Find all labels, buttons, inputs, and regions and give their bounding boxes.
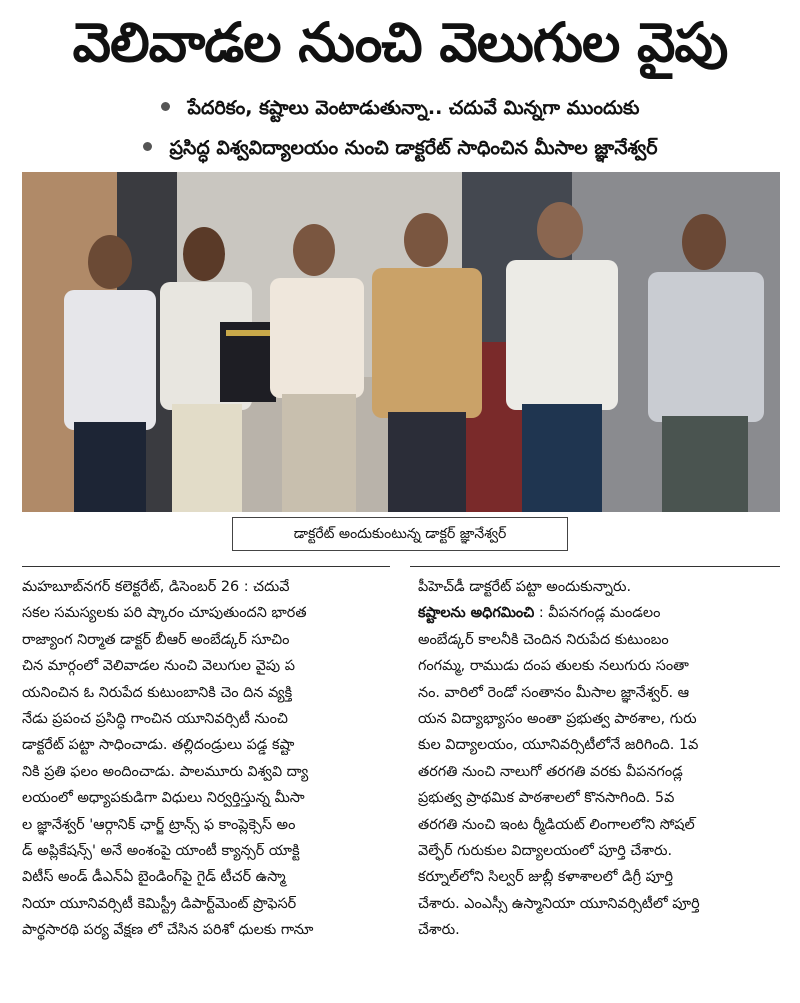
body-line: డ్ అప్లికేషన్స్' అనే అంశంపై యాంటీ క్యాన్సర్ యాక్టి [22,842,300,859]
section-lead-bold: కష్టాలను అధిగమించి [418,605,535,622]
body-line: పార్థసారథి పర్య వేక్షణ లో చేసిన పరిశో ధులకు గానూ [22,922,314,939]
body-line: ప్రభుత్వ ప్రాథమిక పాఠశాలలో కొనసాగింది. 5వ [418,790,675,807]
body-line: ల జ్ఞానేశ్వర్ 'ఆర్గానిక్ ఛార్జ్ ట్రాన్స్ ఫ కాంప్లెక్సెస్ అం [22,816,296,833]
column-divider-left [22,566,390,567]
body-line: వెల్ఫేర్ గురుకుల విద్యాలయంలో పూర్తి చేశారు. [418,842,673,859]
body-line: గంగమ్మ, రాముడు దంప తులకు నలుగురు సంతా [418,658,689,675]
subheading-2 [0,134,800,162]
body-line: విటీస్ అండ్ డీఎన్ఏ బైండింగ్‌పై గైడ్ టీచర్ ఉస్మా [22,869,286,886]
photo-illustration [22,172,780,512]
body-line: నికి ప్రతి ఫలం అందించాడు. పాలమూరు విశ్వవి ద్యా [22,763,309,780]
body-line: అంబేడ్కర్ కాలనీకి చెందిన నిరుపేద కుటుంబం [418,631,669,648]
body-line: యన విద్యాభ్యాసం అంతా ప్రభుత్వ పాఠశాల, గురు [418,710,697,727]
body-line: నియా యూనివర్సిటీ కెమిస్ట్రీ డిపార్ట్‌మెంట్ ప్రొఫెసర్ [22,895,297,912]
body-line: నేడు ప్రపంచ ప్రసిద్ధి గాంచిన యూనివర్సిటీ నుంచి [22,710,288,727]
article-left-column [22,574,394,943]
body-line: తరగతి నుంచి ఇంట ర్మీడియట్ లింగాలలోని సోషల్ [418,816,695,833]
subheading-1 [0,94,800,122]
body-line: తరగతి నుంచి నాలుగో తరగతి వరకు వీపనగండ్ల [418,763,683,780]
body-line: యనించిన ఓ నిరుపేద కుటుంబానికి చెం దిన వ్యక్తి [22,684,293,701]
article-right-column [418,574,780,943]
bullet-icon [161,102,170,111]
body-line: డాక్టరేట్ పట్టా సాధించాడు. తల్లిదండ్రులు పడ్డ కష్టా [22,737,295,754]
bullet-icon [143,142,152,151]
body-line: కుల విద్యాలయం, యూనివర్సిటీలోనే జరిగింది. 1వ [418,737,699,754]
body-line: రాజ్యాంగ నిర్మాత డాక్టర్ బీఆర్ అంబేడ్కర్ సూచిం [22,631,290,648]
section-lead-line [418,600,780,626]
body-line: చిన మార్గంలో వెలివాడల నుంచి వెలుగుల వైపు ప [22,658,295,675]
photo-caption: డాక్టరేట్ అందుకుంటున్న డాక్టర్ జ్ఞానేశ్వర్ [232,517,568,551]
section-lead-rest: : వీపనగండ్ల మండలం [534,605,661,622]
body-line: చేశారు. [418,922,460,939]
body-line: నం. వారిలో రెండో సంతానం మీసాల జ్ఞానేశ్వర్. ఆ [418,684,690,701]
body-line: కర్నూల్‌లోని సిల్వర్ జుబ్లీ కళాశాలలో డిగ్రీ పూర్తి [418,869,673,886]
subheading-2-text: ప్రసిద్ధ విశ్వవిద్యాలయం నుంచి డాక్టరేట్ సాధించిన మీసాల జ్ఞానేశ్వర్ [169,137,658,159]
body-line: సకల సమస్యలకు పరి ష్కారం చూపుతుందని భారత [22,605,307,622]
body-line: పీహెచ్‌డీ డాక్టరేట్ పట్టా అందుకున్నారు. [418,579,632,595]
body-line: చేశారు. ఎంఎస్సీ ఉస్మానియా యూనివర్సిటీలో పూర్తి [418,895,700,912]
subheading-1-text: పేదరికం, కష్టాలు వెంటాడుతున్నా.. చదువే మిన్నగా ముందుకు [187,97,640,119]
body-line: లయంలో అధ్యాపకుడిగా విధులు నిర్వర్తిస్తున్న మీసా [22,790,305,807]
headline: వెలివాడల నుంచి వెలుగుల వైపు [72,11,728,74]
column-divider-right [410,566,780,567]
news-photo [22,172,780,512]
body-line: మహబూబ్‌నగర్ కలెక్టరేట్, డిసెంబర్ 26 : చదువే [22,579,290,595]
